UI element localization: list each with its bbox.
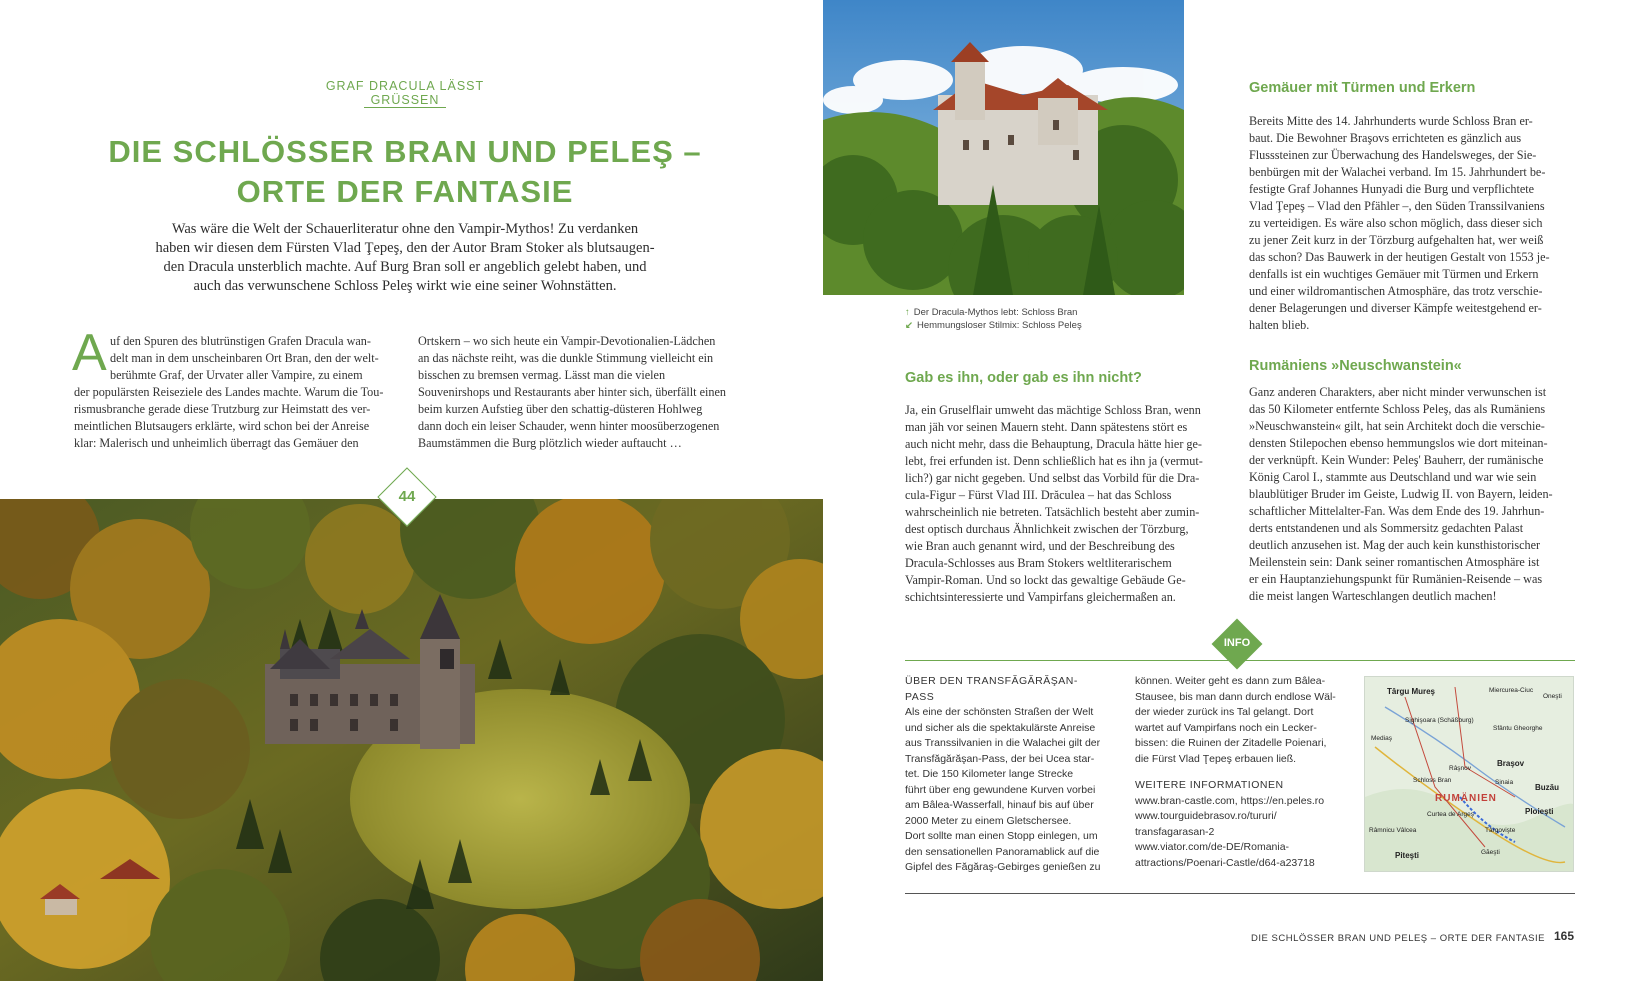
body-column-1 — [74, 333, 394, 452]
peles-castle-photo — [0, 499, 823, 981]
map-label: Sinaia — [1495, 779, 1514, 786]
caption-bran — [905, 306, 1082, 319]
lead-line: haben wir diesen dem Fürsten Vlad Ţepeş, den der Autor Bram Stoker als blutsaugen- — [155, 240, 655, 256]
text-line: Ortskern – wo sich heute ein Vampir-Devotionalien-Lädchen — [418, 334, 716, 348]
text-line: die Fürst Vlad Ţepeş erbauen ließ. — [1135, 752, 1297, 765]
subheading-gab-es-ihn: Gab es ihn, oder gab es ihn nicht? — [905, 370, 1142, 386]
text-line: uf den Spuren des blutrünstigen Grafen Dracula wan- — [110, 334, 371, 348]
body-column-2 — [418, 333, 748, 452]
map-label: Găeşti — [1481, 849, 1500, 856]
text-line: Gipfel des Făgăraş-Gebirges genießen zu — [905, 861, 1101, 873]
text-line: cula-Figur – Fürst Vlad III. Drăculea – hat das Schloss — [905, 488, 1172, 502]
text-line: zu jener Zeit kurz in der Törzburg aufgehalten hat, wer weiß — [1249, 233, 1544, 247]
text-line: Transfăgărăşan-Pass, der bei Ucea star- — [905, 752, 1095, 765]
map-label: Oneşti — [1543, 693, 1562, 700]
text-line: densten Stilepochen ebenso hemmungslos wie dort miteinan- — [1249, 436, 1548, 450]
text-line: an das nächste reiht, was die dunkle Stimmung vielleicht ein — [418, 351, 714, 365]
text-line: Ganz anderen Charakters, aber nicht minder verwunschen ist — [1249, 385, 1547, 399]
text-line: das 50 Kilometer entfernte Schloss Peleş, das als Rumäniens — [1249, 402, 1546, 416]
map-label: Râmnicu Vâlcea — [1369, 827, 1417, 834]
map-label: Buzău — [1535, 783, 1559, 792]
map-label: Ploieşti — [1525, 807, 1554, 816]
map-label: Târgu Mureş — [1387, 687, 1436, 696]
text-line: benbürgen mit der Walachei verband. Im 15. Jahrhundert be- — [1249, 165, 1546, 179]
map-label: Târgovişte — [1485, 827, 1516, 834]
text-line: Meilenstein sein: Dank seiner romantischen Atmosphäre ist — [1249, 555, 1540, 569]
text-line: Dracula-Schlosses aus Bram Stokers weltliterarischem — [905, 556, 1172, 570]
bran-castle-photo — [823, 0, 1184, 295]
kicker-rule — [364, 107, 446, 108]
running-title: DIE SCHLÖSSER BRAN UND PELEŞ – ORTE DER FANTASIE — [1251, 933, 1545, 944]
page-number: 165 — [1554, 929, 1575, 943]
text-line: und sicher als die spektakulärste Anreise — [905, 721, 1096, 734]
text-line: zu verteidigen. Es wäre also schon möglich, dass dieser sich — [1249, 216, 1543, 230]
article-title — [80, 132, 730, 212]
text-line: dest optisch durchaus Ähnlichkeit zwischen der Törzburg, — [905, 522, 1189, 536]
map-label: Mediaş — [1371, 735, 1392, 742]
text-line: klar: Malerisch und unheimlich überragt das Gemäuer den — [74, 436, 359, 450]
text-line: schaftlicher Mittelalter-Fan. Was dem Ende des 19. Jahrhun- — [1249, 504, 1545, 518]
text-line: derts entstandenen und als Sommersitz gedachten Palast — [1249, 521, 1524, 535]
map-label: Miercurea-Ciuc — [1489, 687, 1534, 694]
text-line: das schon? Das Bauwerk in der heutigen Gestalt von 1553 je- — [1249, 250, 1550, 264]
text-line: am Bâlea-Wasserfall, hinauf bis auf über — [905, 799, 1094, 811]
map-label: Curtea de Argeş — [1427, 811, 1474, 818]
page-badge-number: 44 — [398, 488, 416, 505]
text-line: wartet auf Vampirfans noch ein Lecker- — [1135, 721, 1317, 734]
arrow-up-icon: ↑ — [905, 307, 910, 318]
title-line-1: DIE SCHLÖSSER BRAN UND PELEŞ – — [108, 134, 702, 169]
info-heading: PASS — [905, 690, 935, 703]
text-line: deutlich anzusehen ist. Mag der auch kein kunsthistorischer — [1249, 538, 1541, 552]
text-line: blaublütiger Bruder im Geiste, Ludwig II. von Bayern, leiden- — [1249, 487, 1553, 501]
caption-text: Hemmungsloser Stilmix: Schloss Peleş — [916, 320, 1082, 331]
info-link[interactable]: transfagarasan-2 — [1135, 825, 1215, 838]
text-line: man jäh vor seinen Mauern steht. Dann spätestens stört es — [905, 420, 1188, 434]
info-badge-label: INFO — [1223, 637, 1251, 649]
text-line: bissen: die Ruinen der Zitadelle Poienari, — [1135, 737, 1327, 749]
text-line: Als eine der schönsten Straßen der Welt — [905, 706, 1094, 718]
info-column-1 — [905, 674, 1125, 876]
map-label: Sighişoara (Schäßburg) — [1405, 717, 1474, 724]
info-link[interactable]: www.tourguidebrasov.ro/tururi/ — [1135, 810, 1277, 822]
text-line: wahrscheinlich nie betreten. Tatsächlich besteht aber zumin- — [905, 505, 1200, 519]
info-column-2 — [1135, 674, 1355, 871]
text-line: schichtsinteressierte und Vampirfans gleichermaßen an. — [905, 590, 1176, 604]
text-line: können. Weiter geht es dann zum Bâlea- — [1135, 675, 1326, 687]
map-label: Piteşti — [1395, 851, 1420, 860]
text-line: König Carol I., stammte aus Deutschland und war wie sein — [1249, 470, 1537, 484]
text-line: festigte Graf Johannes Hunyadi die Burg und verpflichtete — [1249, 182, 1535, 196]
subheading-gemaeuer: Gemäuer mit Türmen und Erkern — [1249, 80, 1476, 96]
text-line: Flusssteinen zur Überwachung des Handelsweges, der Sie- — [1249, 148, 1537, 162]
text-line: meintlichen Blutsaugers erklärte, wird schon bei der Anreise — [74, 419, 370, 433]
text-line: dener Belagerungen und diverser Kämpfe weitestgehend er- — [1249, 301, 1542, 315]
body-column-rumaenien — [1249, 384, 1584, 605]
arrow-down-left-icon: ↙ — [905, 320, 913, 331]
text-line: den sensationellen Panoramablick auf die — [905, 845, 1100, 858]
text-line: er ein Hauptanziehungspunkt für Rumänien-Reisende – was — [1249, 572, 1543, 586]
body-column-gab — [905, 402, 1235, 606]
text-line: der wieder zurück ins Tal gelangt. Dort — [1135, 706, 1314, 718]
text-line: der populärsten Reiseziele des Landes machte. Warum die Tou- — [74, 385, 384, 399]
info-heading: ÜBER DEN TRANSFĂGĂRĂŞAN- — [905, 675, 1078, 687]
text-line: delt man in dem unscheinbaren Ort Bran, den der welt- — [110, 351, 379, 365]
region-map — [1364, 676, 1574, 872]
map-label: Braşov — [1497, 759, 1525, 768]
subheading-rumaeniens-neuschwanstein: Rumäniens »Neuschwanstein« — [1249, 358, 1462, 374]
text-line: Baumstämmen die Burg plötzlich wieder auftaucht … — [418, 436, 682, 450]
text-line: rismusbranche gerade diese Trutzburg zur Heimstatt des ver- — [74, 402, 371, 416]
title-line-2: ORTE DER FANTASIE — [236, 174, 574, 209]
text-line: Souvenirshops und Restaurants aber hinter sich, überfällt einen — [418, 385, 726, 399]
map-country-label: RUMÄNIEN — [1435, 793, 1497, 804]
caption-text: Der Dracula-Mythos lebt: Schloss Bran — [913, 307, 1078, 318]
text-line: beim kurzen Aufstieg über den schattig-düsteren Hohlweg — [418, 402, 703, 416]
info-link[interactable]: www.viator.com/de-DE/Romania- — [1135, 841, 1290, 853]
text-line: Ja, ein Gruselflair umweht das mächtige Schloss Bran, wenn — [905, 403, 1201, 417]
map-label: Sfântu Gheorghe — [1493, 725, 1543, 732]
text-line: denfalls ist ein wuchtiges Gemäuer mit Türmen und Erkern — [1249, 267, 1539, 281]
text-line: »Neuschwanstein« gilt, hat sein Architekt doch die verschie- — [1249, 419, 1545, 433]
text-line: 2000 Meter zu einem Gletschersee. — [905, 814, 1072, 827]
map-label: Schloss Bran — [1413, 777, 1452, 784]
text-line: und einer wildromantischen Atmosphäre, das trotz verschie- — [1249, 284, 1543, 298]
text-line: der verknüpft. Kein Wunder: Peleş' Bauherr, der rumänische — [1249, 453, 1544, 467]
text-line: aus Transsilvanien in die Walachei gilt der — [905, 737, 1101, 749]
text-line: Vampir-Roman. Und so lockt das gewaltige Gebäude Ge- — [905, 573, 1186, 587]
text-line: dann doch ein leiser Schauder, wenn hinter moosüberzogenen — [418, 419, 720, 433]
text-line: auch nicht mehr, dass die Behauptung, Dracula hätte hier ge- — [905, 437, 1202, 451]
text-line: lebt, frei erfunden ist. Denn schließlich hat es ihn ja (vermut- — [905, 454, 1203, 468]
info-more-heading: WEITERE INFORMATIONEN — [1135, 779, 1284, 791]
text-line: baut. Die Bewohner Braşovs errichteten es gänzlich aus — [1249, 131, 1522, 145]
caption-peles — [905, 319, 1082, 332]
kicker: GRAF DRACULA LÄSST GRÜSSEN — [325, 79, 485, 107]
lead-paragraph — [125, 220, 685, 296]
info-rule-bottom — [905, 893, 1575, 894]
text-line: führt über eng gewundene Kurven vorbei — [905, 783, 1096, 796]
text-line: Dort sollte man einen Stopp einlegen, um — [905, 830, 1098, 842]
body-column-gemaeuer — [1249, 113, 1584, 334]
lead-line: Was wäre die Welt der Schauerliteratur ohne den Vampir-Mythos! Zu verdanken — [171, 221, 639, 237]
text-line: Bereits Mitte des 14. Jahrhunderts wurde Schloss Bran er- — [1249, 114, 1533, 128]
lead-line: den Dracula unsterblich machte. Auf Burg Bran soll er angeblich gelebt haben, und — [163, 259, 647, 275]
text-line: Stausee, bis man dann durch endlose Wäl- — [1135, 690, 1336, 703]
lead-line: auch das verwunschene Schloss Peleş wirkt wie eine seiner Wohnstätten. — [193, 278, 617, 294]
text-line: bisschen zu bremsen vermag. Lässt man die vielen — [418, 368, 666, 382]
text-line: die meist langen Warteschlangen deutlich machen! — [1249, 589, 1497, 603]
text-line: halten blieb. — [1249, 318, 1310, 332]
text-line: tet. Die 150 Kilometer lange Strecke — [905, 768, 1074, 780]
photo-captions — [905, 306, 1082, 332]
info-link[interactable]: attractions/Poenari-Castle/d64-a23718 — [1135, 856, 1315, 869]
text-line: wie Bran auch genannt wird, und der Beschreibung des — [905, 539, 1175, 553]
text-line: lich?) gar nicht gegeben. Und selbst das Vorbild für die Dra- — [905, 471, 1200, 485]
dropcap: A — [72, 324, 107, 382]
info-link[interactable]: www.bran-castle.com, https://en.peles.ro — [1135, 794, 1325, 807]
text-line: Vlad Ţepeş – Vlad den Pfähler –, den Süden Transsilvaniens — [1249, 199, 1545, 213]
text-line: berühmte Graf, der Urvater aller Vampire, zu einem — [110, 368, 363, 382]
map-label: Râşnov — [1449, 765, 1472, 772]
